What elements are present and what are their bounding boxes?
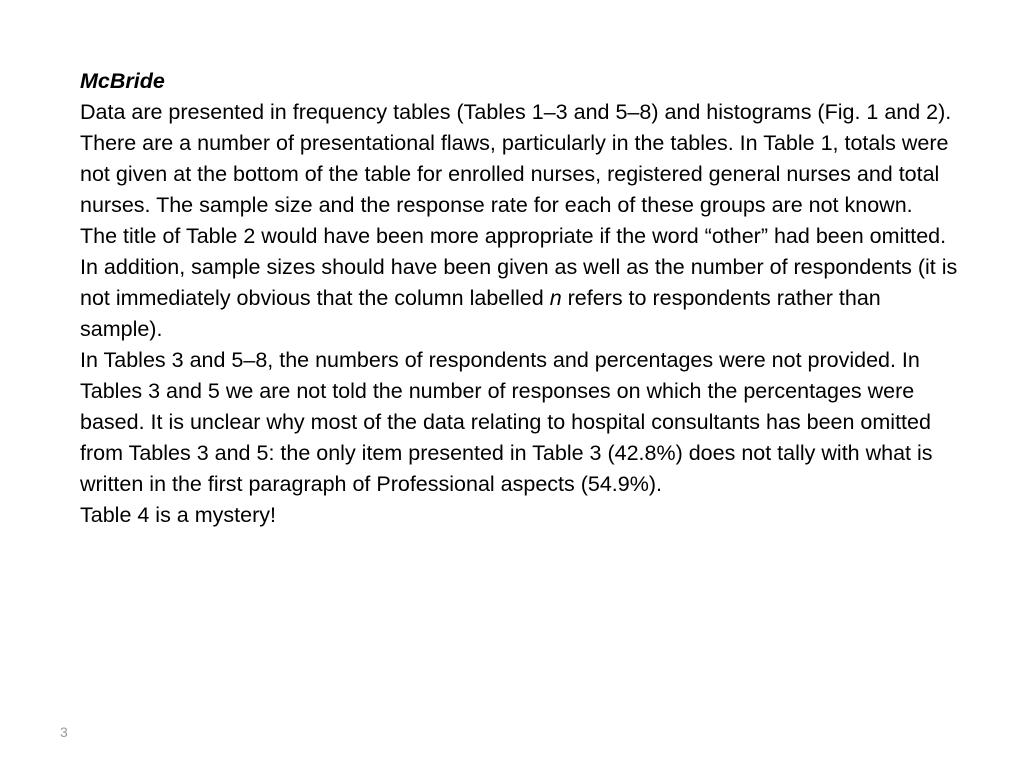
paragraph-table-2-text-before: The title of Table 2 would have been more appropriate if the word “other” had been omitted. In addition, sample sizes should have been given as well as the number of respondents (it is not immediately obvious that the column labelled (80, 224, 958, 310)
slide-body (80, 66, 960, 531)
paragraph-table-2 (80, 221, 960, 345)
paragraph-table-2-text-after: refers to respondents rather than sample). (80, 286, 881, 341)
paragraph-tables-3-5-8: In Tables 3 and 5–8, the numbers of respondents and percentages were not provided. In Tables 3 and 5 we are not told the number of responses on which the percentages were based. It is unclear why most of the data relating to hospital consultants has been omitted from Tables 3 and 5: the only item presented in Table 3 (42.8%) does not tally with what is written in the first paragraph of Professional aspects (54.9%). (80, 348, 933, 496)
slide-heading: McBride (80, 69, 165, 93)
paragraph-presentational-flaws: There are a number of presentational flaws, particularly in the tables. In Table 1, totals were not given at the bottom of the table for enrolled nurses, registered general nurses and total nurses. The sample size and the response rate for each of these groups are not known. (80, 131, 949, 217)
paragraph-table-4: Table 4 is a mystery! (80, 503, 276, 527)
paragraph-data-presentation: Data are presented in frequency tables (Tables 1–3 and 5–8) and histograms (Fig. 1 and 2). (80, 100, 952, 124)
page-number: 3 (60, 724, 68, 740)
italic-n-label: n (549, 286, 562, 310)
